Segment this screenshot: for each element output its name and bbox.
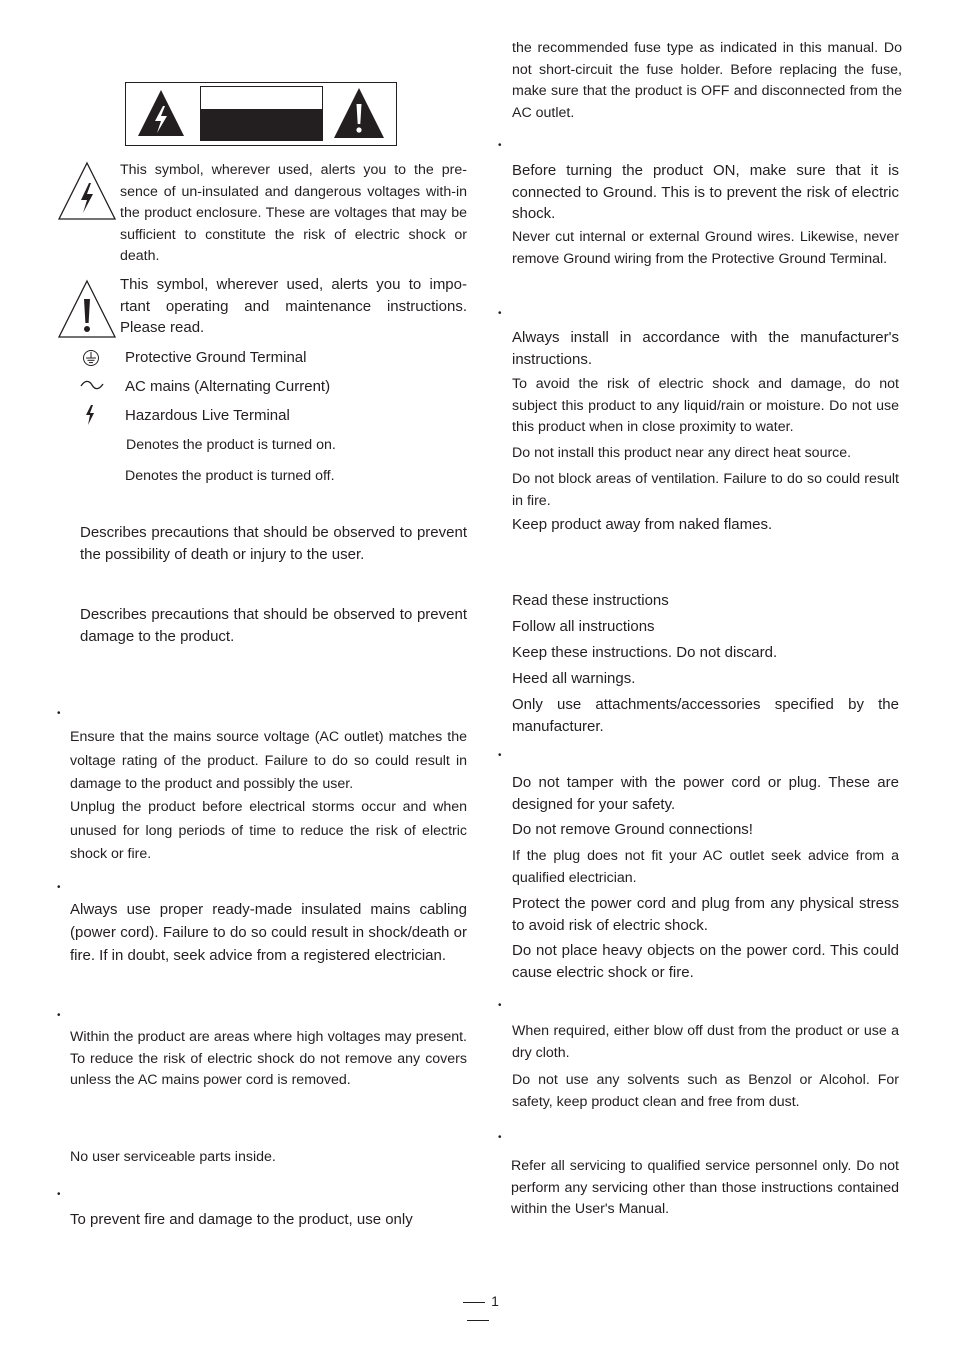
section-bullet: • [498, 750, 502, 761]
instructions-p2: Follow all instructions [512, 618, 655, 635]
section-bullet: • [498, 1000, 502, 1011]
legend-ground: Protective Ground Terminal [125, 349, 307, 366]
lightning-triangle-icon [136, 88, 186, 138]
servicing-p1: Refer all servicing to qualified service personnel only. Do not perform any servicing other than those instructions contained within the User's Manual. [511, 1158, 899, 1218]
instructions-p1: Read these instructions [512, 592, 669, 609]
legend-on: Denotes the product is turned on. [126, 437, 336, 453]
lightning-icon [85, 405, 95, 425]
install-p3: Do not install this product near any direct heat source. [512, 445, 852, 461]
install-p5: Keep product away from naked flames. [512, 516, 773, 533]
s1-p2: Unplug the product before electrical storms occur and when unused for long periods of time to reduce the risk of electric shock or fire. [70, 799, 467, 862]
legend-ac: AC mains (Alternating Current) [125, 378, 331, 395]
protective-ground-icon [82, 349, 100, 367]
instructions-symbol-text: This symbol, wherever used, alerts you to impo-rtant operating and maintenance instructions. Please read. [120, 276, 467, 337]
section-bullet: • [498, 1132, 502, 1143]
caution-band-blank [200, 86, 323, 110]
exclamation-triangle-icon [57, 279, 117, 339]
live-voltage-symbol-text: This symbol, wherever used, alerts you to the pre-sence of un-insulated and dangerous voltages with-in the product enclosure. These are voltages that may be sufficient to constitute the risk of electric shock or death. [120, 162, 467, 265]
warning-description: Describes precautions that should be observed to prevent the possibility of death or injury to the user. [80, 524, 467, 563]
install-p4: Do not block areas of ventilation. Failure to do so could result in fire. [512, 471, 899, 509]
section-bullet: • [498, 140, 502, 151]
instructions-p5: Only use attachments/accessories specified by the manufacturer. [512, 696, 899, 735]
ground-p1: Before turning the product ON, make sure that it is connected to Ground. This is to prevent the risk of electric shock. [512, 162, 899, 223]
no-user-serviceable: No user serviceable parts inside. [70, 1149, 276, 1165]
legend-live: Hazardous Live Terminal [125, 407, 290, 424]
section-bullet: • [57, 1010, 61, 1021]
caution-band [200, 86, 323, 141]
caution-description: Describes precautions that should be observed to prevent damage to the product. [80, 606, 467, 645]
section-bullet: • [57, 708, 61, 719]
power-cord-p1: Do not tamper with the power cord or plug. These are designed for your safety. [512, 774, 899, 813]
install-p1: Always install in accordance with the manufacturer's instructions. [512, 329, 899, 368]
instructions-p3: Keep these instructions. Do not discard. [512, 644, 778, 661]
cleaning-p1: When required, either blow off dust from the product or use a dry cloth. [512, 1023, 899, 1061]
power-cord-p4: Protect the power cord and plug from any physical stress to avoid risk of electric shock. [512, 895, 899, 934]
caution-label [125, 82, 397, 146]
s3-p1: Within the product are areas where high voltages may present. To reduce the risk of electric shock do not remove any covers unless the AC mains power cord is removed. [70, 1029, 467, 1089]
power-cord-p3: If the plug does not fit your AC outlet seek advice from a qualified electrician. [512, 848, 899, 886]
page-number: 1 [444, 1292, 512, 1328]
power-cord-p5: Do not place heavy objects on the power cord. This could cause electric shock or fire. [512, 942, 899, 981]
s2-p1: Always use proper ready-made insulated mains cabling (power cord). Failure to do so could result in shock/death or fire. If in doubt, seek advice from a registered electrician. [70, 901, 467, 964]
legend-off: Denotes the product is turned off. [125, 468, 335, 484]
section-bullet: • [57, 1189, 61, 1200]
ac-tilde-icon [80, 379, 104, 391]
install-p2: To avoid the risk of electric shock and damage, do not subject this product to any liquid/rain or moisture. Do not use this product when in close proximity to water. [512, 376, 899, 436]
cleaning-p2: Do not use any solvents such as Benzol or Alcohol. For safety, keep product clean and free from dust. [512, 1072, 899, 1110]
lightning-triangle-icon [57, 161, 117, 221]
fuse-continuation: the recommended fuse type as indicated in this manual. Do not short-circuit the fuse holder. Before replacing the fuse, make sure that the product is OFF and disconnected from the AC outlet. [512, 40, 902, 121]
s1-p1: Ensure that the mains source voltage (AC outlet) matches the voltage rating of the product. Failure to do so could result in damage to the product and possibly the user. [70, 729, 467, 792]
exclamation-triangle-icon [332, 86, 386, 140]
section-bullet: • [498, 308, 502, 319]
power-cord-p2: Do not remove Ground connections! [512, 821, 753, 838]
s4-p1: To prevent fire and damage to the product, use only [70, 1211, 413, 1228]
instructions-p4: Heed all warnings. [512, 670, 636, 687]
section-bullet: • [57, 882, 61, 893]
ground-p2: Never cut internal or external Ground wires. Likewise, never remove Ground wiring from the Protective Ground Terminal. [512, 229, 899, 267]
